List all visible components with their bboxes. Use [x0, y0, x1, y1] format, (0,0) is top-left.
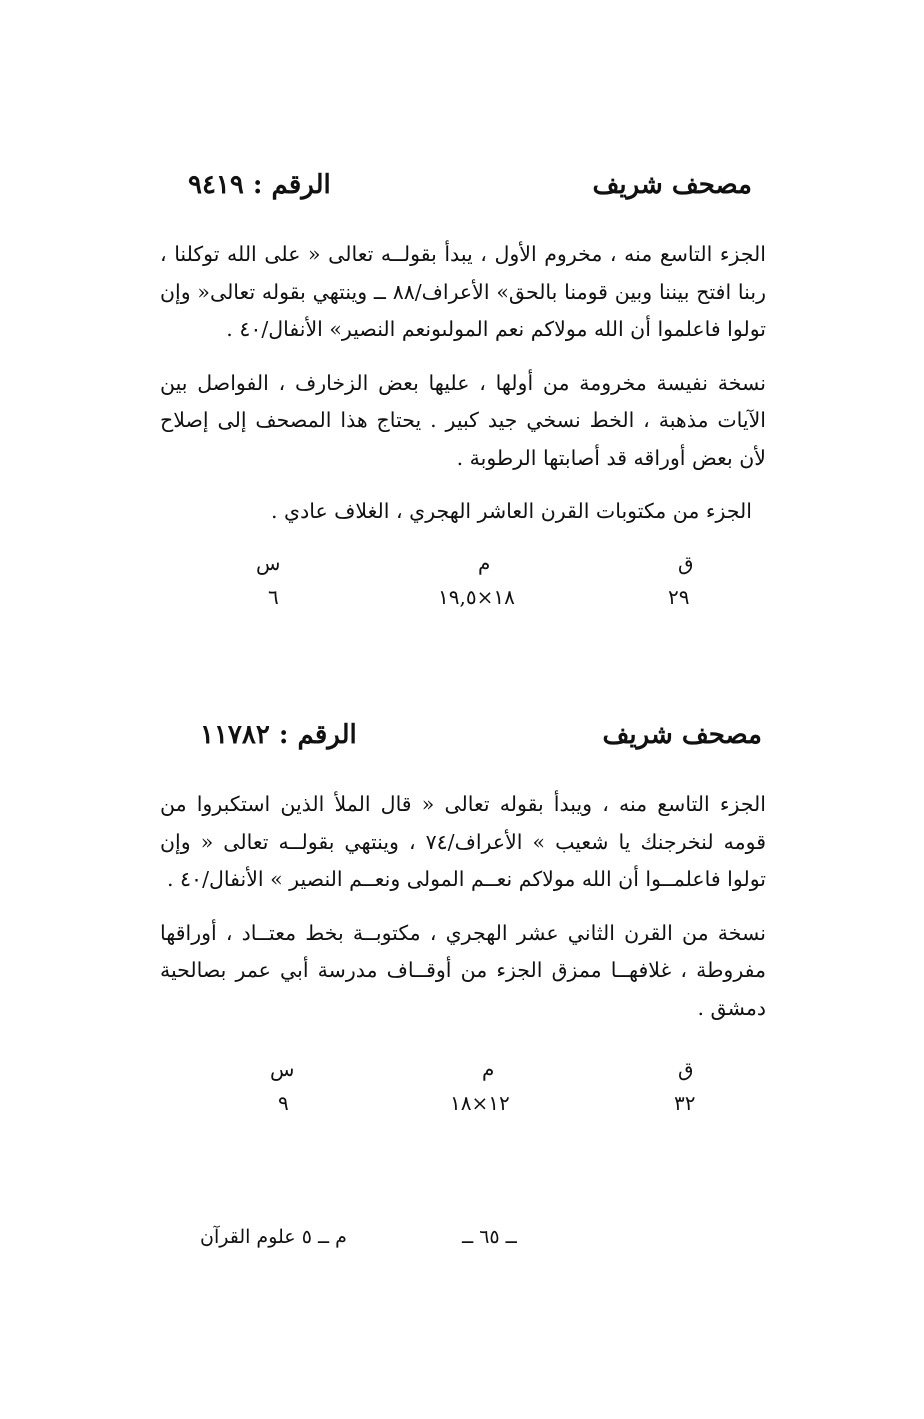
meta-label-m: م: [482, 1057, 495, 1081]
entry-condition: نسخة نفيسة مخرومة من أولها ، عليها بعض الزخارف ، الفواصل بين الآيات مذهبة ، الخط نسخي جيد كبير . يحتاج هذا المصحف إلى إصلاح لأن بعض أوراقه قد أصابتها الرطوبة .: [160, 370, 766, 470]
meta-value-s: ٩: [278, 1091, 289, 1115]
entry-title: مصحف شريف: [592, 170, 752, 200]
meta-value-m: ١٢×١٨: [450, 1091, 510, 1115]
footer-signature: م ــ ٥ علوم القرآن: [200, 1226, 347, 1248]
entry-metadata: [160, 1057, 766, 1121]
meta-label-q: ق: [678, 551, 694, 575]
meta-value-q: ٣٢: [674, 1091, 696, 1115]
entry-description: الجزء التاسع منه ، ويبدأ بقوله تعالى « قال الملأ الذين استكبروا من قومه لنخرجنك يا شعيب » الأعراف/٧٤ ، وينتهي بقولــه تعالى « وإن تولوا فاعلمــوا أن الله مولاكم نعــم المولى ونعــم النصير » الأنفال/٤٠ .: [160, 792, 766, 891]
entry-number: الرقم : ١١٧٨٢: [200, 720, 357, 750]
page-footer: [200, 1226, 550, 1256]
meta-label-s: س: [256, 551, 281, 575]
meta-label-m: م: [478, 551, 491, 575]
entry-note: الجزء من مكتوبات القرن العاشر الهجري ، الغلاف عادي .: [270, 499, 752, 523]
entry-metadata: [160, 551, 766, 615]
meta-label-s: س: [270, 1057, 295, 1081]
meta-value-m: ١٨×١٩,٥: [438, 585, 515, 609]
meta-value-s: ٦: [268, 585, 279, 609]
meta-label-q: ق: [678, 1057, 694, 1081]
entry-description: الجزء التاسع منه ، مخروم الأول ، يبدأ بقولــه تعالى « على الله توكلنا ، ربنا افتح بيننا وبين قومنا بالحق» الأعراف/٨٨ ــ وينتهي بقوله تعالى« وإن تولوا فاعلموا أن الله مولاكم نعم المولىونعم النصير» الأنفال/٤٠ .: [160, 242, 766, 341]
meta-value-q: ٢٩: [668, 585, 690, 609]
entry-heading: [160, 720, 766, 766]
page-number: ــ ٦٥ ــ: [462, 1226, 517, 1248]
entry-heading: [160, 170, 766, 216]
entry-condition: نسخة من القرن الثاني عشر الهجري ، مكتوبــة بخط معتــاد ، أوراقها مفروطة ، غلافهــا ممزق الجزء من أوقــاف مدرسة أبي عمر بصالحية دمشق .: [160, 920, 766, 1020]
catalog-entry-11782: [160, 720, 766, 1121]
entry-title: مصحف شريف: [602, 720, 762, 750]
entry-number: الرقم : ٩٤١٩: [188, 170, 331, 200]
catalog-entry-9419: [160, 170, 766, 615]
